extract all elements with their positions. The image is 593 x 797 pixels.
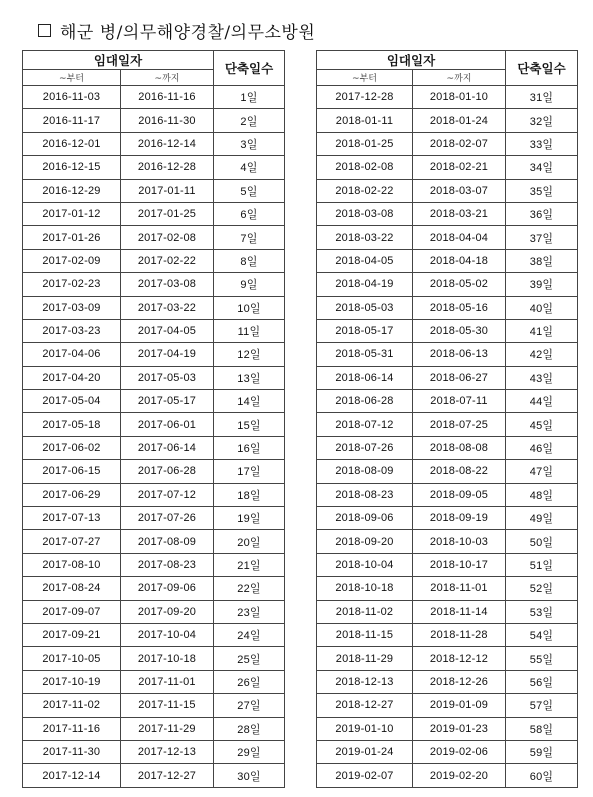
- reduction-days-cell: 4일: [214, 156, 285, 179]
- to-date-cell: 2017-01-11: [121, 179, 214, 202]
- from-date-cell: 2017-06-02: [23, 436, 121, 459]
- to-date-cell: 2017-08-23: [121, 553, 214, 576]
- to-date-cell: 2017-10-04: [121, 623, 214, 646]
- to-date-cell: 2017-07-12: [121, 483, 214, 506]
- table-row: [317, 740, 578, 763]
- reduction-days-cell: 34일: [506, 156, 578, 179]
- reduction-days-cell: 17일: [214, 460, 285, 483]
- from-date-cell: 2019-01-24: [317, 740, 413, 763]
- to-date-cell: 2018-09-05: [413, 483, 506, 506]
- from-date-cell: 2016-11-17: [23, 109, 121, 132]
- table-row: [23, 202, 285, 225]
- reduction-days-cell: 29일: [214, 740, 285, 763]
- to-date-cell: 2017-05-17: [121, 390, 214, 413]
- from-date-cell: 2017-09-21: [23, 623, 121, 646]
- reduction-days-cell: 46일: [506, 436, 578, 459]
- table-row: [317, 273, 578, 296]
- to-date-cell: 2018-12-26: [413, 670, 506, 693]
- table-row: [317, 483, 578, 506]
- to-date-cell: 2016-11-16: [121, 86, 214, 109]
- from-date-cell: 2018-12-27: [317, 694, 413, 717]
- reduction-days-cell: 8일: [214, 249, 285, 272]
- reduction-days-cell: 5일: [214, 179, 285, 202]
- checkbox-square-icon: [38, 24, 51, 37]
- reduction-days-cell: 26일: [214, 670, 285, 693]
- from-date-cell: 2018-08-23: [317, 483, 413, 506]
- to-date-cell: 2019-01-09: [413, 694, 506, 717]
- from-header: ~부터: [317, 70, 413, 86]
- reduction-days-cell: 51일: [506, 553, 578, 576]
- to-date-cell: 2017-08-09: [121, 530, 214, 553]
- discharge-table-left: [22, 50, 285, 788]
- reduction-days-cell: 60일: [506, 764, 578, 787]
- from-date-cell: 2018-10-18: [317, 577, 413, 600]
- from-date-cell: 2018-11-02: [317, 600, 413, 623]
- reduction-days-cell: 25일: [214, 647, 285, 670]
- from-date-cell: 2017-10-05: [23, 647, 121, 670]
- from-date-cell: 2017-04-20: [23, 366, 121, 389]
- table-row: [23, 109, 285, 132]
- from-date-cell: 2018-12-13: [317, 670, 413, 693]
- to-date-cell: 2018-10-17: [413, 553, 506, 576]
- table-row: [23, 483, 285, 506]
- table-row: [23, 249, 285, 272]
- to-date-cell: 2017-11-29: [121, 717, 214, 740]
- table-row: [23, 600, 285, 623]
- to-date-cell: 2019-01-23: [413, 717, 506, 740]
- reduction-days-cell: 59일: [506, 740, 578, 763]
- from-date-cell: 2017-01-12: [23, 202, 121, 225]
- reduction-days-cell: 57일: [506, 694, 578, 717]
- table-row: [317, 647, 578, 670]
- from-date-cell: 2018-10-04: [317, 553, 413, 576]
- from-date-cell: 2017-10-19: [23, 670, 121, 693]
- to-date-cell: 2018-02-07: [413, 132, 506, 155]
- from-date-cell: 2017-12-28: [317, 86, 413, 109]
- reduction-days-cell: 23일: [214, 600, 285, 623]
- from-date-cell: 2017-12-14: [23, 764, 121, 787]
- reduction-days-cell: 28일: [214, 717, 285, 740]
- from-date-cell: 2018-09-20: [317, 530, 413, 553]
- table-row: [23, 366, 285, 389]
- table-row: [23, 740, 285, 763]
- reduction-days-cell: 24일: [214, 623, 285, 646]
- reduction-days-cell: 27일: [214, 694, 285, 717]
- table-row: [317, 202, 578, 225]
- to-date-cell: 2017-03-22: [121, 296, 214, 319]
- from-date-cell: 2018-04-05: [317, 249, 413, 272]
- from-date-cell: 2019-01-10: [317, 717, 413, 740]
- page-title: [38, 18, 315, 42]
- to-date-cell: 2017-06-14: [121, 436, 214, 459]
- table-row: [317, 600, 578, 623]
- table-row: [317, 179, 578, 202]
- reduction-days-cell: 35일: [506, 179, 578, 202]
- from-date-cell: 2017-01-26: [23, 226, 121, 249]
- to-date-cell: 2017-09-06: [121, 577, 214, 600]
- from-date-cell: 2018-03-22: [317, 226, 413, 249]
- from-date-cell: 2017-02-09: [23, 249, 121, 272]
- reduction-days-cell: 32일: [506, 109, 578, 132]
- period-header: 임대일자: [317, 51, 506, 70]
- reduction-days-cell: 44일: [506, 390, 578, 413]
- from-date-cell: 2017-02-23: [23, 273, 121, 296]
- reduction-days-cell: 2일: [214, 109, 285, 132]
- reduction-days-cell: 18일: [214, 483, 285, 506]
- to-date-cell: 2016-11-30: [121, 109, 214, 132]
- table-row: [317, 390, 578, 413]
- from-date-cell: 2018-11-29: [317, 647, 413, 670]
- table-row: [23, 226, 285, 249]
- to-date-cell: 2018-02-21: [413, 156, 506, 179]
- table-row: [317, 764, 578, 787]
- to-date-cell: 2018-04-04: [413, 226, 506, 249]
- table-row: [23, 717, 285, 740]
- table-row: [23, 132, 285, 155]
- table-row: [317, 553, 578, 576]
- reduction-days-cell: 14일: [214, 390, 285, 413]
- to-date-cell: 2018-01-10: [413, 86, 506, 109]
- table-row: [23, 319, 285, 342]
- table-row: [317, 413, 578, 436]
- page-title-text: 해군 병/의무해양경찰/의무소방원: [60, 22, 316, 43]
- to-date-cell: 2018-06-27: [413, 366, 506, 389]
- table-row: [23, 577, 285, 600]
- to-date-cell: 2018-10-03: [413, 530, 506, 553]
- period-header: 임대일자: [23, 51, 214, 70]
- reduction-days-cell: 9일: [214, 273, 285, 296]
- to-date-cell: 2016-12-28: [121, 156, 214, 179]
- reduction-days-cell: 6일: [214, 202, 285, 225]
- table-row: [23, 156, 285, 179]
- reduction-days-cell: 52일: [506, 577, 578, 600]
- from-date-cell: 2018-01-25: [317, 132, 413, 155]
- reduction-days-cell: 50일: [506, 530, 578, 553]
- reduction-days-cell: 39일: [506, 273, 578, 296]
- table-row: [317, 319, 578, 342]
- from-date-cell: 2017-11-16: [23, 717, 121, 740]
- to-date-cell: 2018-09-19: [413, 507, 506, 530]
- reduction-days-cell: 19일: [214, 507, 285, 530]
- reduction-days-cell: 7일: [214, 226, 285, 249]
- to-header: ~까지: [413, 70, 506, 86]
- days-header: 단축일수: [214, 51, 285, 86]
- from-date-cell: 2018-05-03: [317, 296, 413, 319]
- to-date-cell: 2017-02-08: [121, 226, 214, 249]
- from-date-cell: 2018-01-11: [317, 109, 413, 132]
- table-row: [317, 436, 578, 459]
- to-date-cell: 2017-06-01: [121, 413, 214, 436]
- reduction-days-cell: 37일: [506, 226, 578, 249]
- table-header-row: [317, 51, 578, 70]
- reduction-days-cell: 16일: [214, 436, 285, 459]
- to-date-cell: 2018-04-18: [413, 249, 506, 272]
- from-date-cell: 2017-11-02: [23, 694, 121, 717]
- from-date-cell: 2017-11-30: [23, 740, 121, 763]
- table-row: [317, 156, 578, 179]
- to-date-cell: 2019-02-06: [413, 740, 506, 763]
- reduction-days-cell: 53일: [506, 600, 578, 623]
- from-date-cell: 2018-07-26: [317, 436, 413, 459]
- table-row: [23, 507, 285, 530]
- days-header: 단축일수: [506, 51, 578, 86]
- table-row: [23, 436, 285, 459]
- to-date-cell: 2017-02-22: [121, 249, 214, 272]
- reduction-days-cell: 56일: [506, 670, 578, 693]
- reduction-days-cell: 38일: [506, 249, 578, 272]
- to-date-cell: 2018-11-14: [413, 600, 506, 623]
- from-date-cell: 2018-03-08: [317, 202, 413, 225]
- from-date-cell: 2017-08-10: [23, 553, 121, 576]
- table-row: [317, 717, 578, 740]
- reduction-days-cell: 11일: [214, 319, 285, 342]
- from-date-cell: 2018-09-06: [317, 507, 413, 530]
- to-date-cell: 2017-07-26: [121, 507, 214, 530]
- table-row: [23, 764, 285, 787]
- reduction-days-cell: 55일: [506, 647, 578, 670]
- table-row: [23, 623, 285, 646]
- table-row: [23, 296, 285, 319]
- to-date-cell: 2017-11-15: [121, 694, 214, 717]
- reduction-days-cell: 54일: [506, 623, 578, 646]
- from-date-cell: 2017-05-18: [23, 413, 121, 436]
- reduction-days-cell: 36일: [506, 202, 578, 225]
- reduction-days-cell: 33일: [506, 132, 578, 155]
- reduction-days-cell: 20일: [214, 530, 285, 553]
- reduction-days-cell: 21일: [214, 553, 285, 576]
- table-row: [23, 179, 285, 202]
- from-date-cell: 2017-05-04: [23, 390, 121, 413]
- from-date-cell: 2019-02-07: [317, 764, 413, 787]
- table-row: [317, 249, 578, 272]
- from-date-cell: 2018-08-09: [317, 460, 413, 483]
- from-date-cell: 2018-04-19: [317, 273, 413, 296]
- from-date-cell: 2017-09-07: [23, 600, 121, 623]
- table-row: [23, 86, 285, 109]
- from-date-cell: 2016-12-01: [23, 132, 121, 155]
- reduction-days-cell: 1일: [214, 86, 285, 109]
- to-date-cell: 2018-05-02: [413, 273, 506, 296]
- to-date-cell: 2017-03-08: [121, 273, 214, 296]
- from-date-cell: 2016-11-03: [23, 86, 121, 109]
- from-date-cell: 2017-03-23: [23, 319, 121, 342]
- table-row: [23, 553, 285, 576]
- to-date-cell: 2018-07-25: [413, 413, 506, 436]
- table-row: [23, 670, 285, 693]
- from-date-cell: 2018-07-12: [317, 413, 413, 436]
- table-row: [317, 507, 578, 530]
- to-date-cell: 2019-02-20: [413, 764, 506, 787]
- to-date-cell: 2017-06-28: [121, 460, 214, 483]
- reduction-days-cell: 15일: [214, 413, 285, 436]
- table-row: [317, 86, 578, 109]
- from-date-cell: 2017-06-29: [23, 483, 121, 506]
- to-date-cell: 2017-04-19: [121, 343, 214, 366]
- to-date-cell: 2017-10-18: [121, 647, 214, 670]
- reduction-days-cell: 45일: [506, 413, 578, 436]
- from-date-cell: 2018-11-15: [317, 623, 413, 646]
- from-date-cell: 2018-05-31: [317, 343, 413, 366]
- to-date-cell: 2018-07-11: [413, 390, 506, 413]
- table-row: [23, 413, 285, 436]
- table-row: [317, 577, 578, 600]
- reduction-days-cell: 10일: [214, 296, 285, 319]
- table-body-right: [317, 86, 578, 788]
- table-row: [317, 694, 578, 717]
- table-row: [23, 460, 285, 483]
- discharge-table-right: [316, 50, 578, 788]
- reduction-days-cell: 13일: [214, 366, 285, 389]
- from-date-cell: 2016-12-29: [23, 179, 121, 202]
- from-date-cell: 2017-07-27: [23, 530, 121, 553]
- table-row: [23, 273, 285, 296]
- to-date-cell: 2017-09-20: [121, 600, 214, 623]
- to-date-cell: 2018-05-16: [413, 296, 506, 319]
- table-row: [23, 647, 285, 670]
- to-date-cell: 2018-01-24: [413, 109, 506, 132]
- table-row: [23, 530, 285, 553]
- table-row: [317, 530, 578, 553]
- reduction-days-cell: 30일: [214, 764, 285, 787]
- to-date-cell: 2017-05-03: [121, 366, 214, 389]
- to-date-cell: 2016-12-14: [121, 132, 214, 155]
- reduction-days-cell: 12일: [214, 343, 285, 366]
- to-date-cell: 2017-11-01: [121, 670, 214, 693]
- table-row: [317, 623, 578, 646]
- to-date-cell: 2017-04-05: [121, 319, 214, 342]
- to-date-cell: 2018-11-28: [413, 623, 506, 646]
- reduction-days-cell: 47일: [506, 460, 578, 483]
- from-date-cell: 2017-03-09: [23, 296, 121, 319]
- to-date-cell: 2017-12-27: [121, 764, 214, 787]
- reduction-days-cell: 41일: [506, 319, 578, 342]
- table-row: [317, 460, 578, 483]
- to-date-cell: 2018-08-08: [413, 436, 506, 459]
- reduction-days-cell: 3일: [214, 132, 285, 155]
- from-date-cell: 2017-04-06: [23, 343, 121, 366]
- to-header: ~까지: [121, 70, 214, 86]
- from-date-cell: 2017-06-15: [23, 460, 121, 483]
- from-header: ~부터: [23, 70, 121, 86]
- reduction-days-cell: 49일: [506, 507, 578, 530]
- to-date-cell: 2018-06-13: [413, 343, 506, 366]
- table-row: [317, 670, 578, 693]
- reduction-days-cell: 31일: [506, 86, 578, 109]
- from-date-cell: 2018-05-17: [317, 319, 413, 342]
- from-date-cell: 2016-12-15: [23, 156, 121, 179]
- to-date-cell: 2018-03-07: [413, 179, 506, 202]
- to-date-cell: 2018-12-12: [413, 647, 506, 670]
- table-row: [317, 226, 578, 249]
- table-row: [23, 390, 285, 413]
- from-date-cell: 2017-08-24: [23, 577, 121, 600]
- table-header-row: [23, 51, 285, 70]
- reduction-days-cell: 48일: [506, 483, 578, 506]
- from-date-cell: 2018-06-28: [317, 390, 413, 413]
- table-row: [317, 366, 578, 389]
- table-row: [317, 343, 578, 366]
- table-body-left: [23, 86, 285, 788]
- reduction-days-cell: 22일: [214, 577, 285, 600]
- to-date-cell: 2017-12-13: [121, 740, 214, 763]
- table-row: [317, 132, 578, 155]
- reduction-days-cell: 58일: [506, 717, 578, 740]
- from-date-cell: 2018-02-22: [317, 179, 413, 202]
- to-date-cell: 2018-05-30: [413, 319, 506, 342]
- to-date-cell: 2017-01-25: [121, 202, 214, 225]
- to-date-cell: 2018-11-01: [413, 577, 506, 600]
- reduction-days-cell: 42일: [506, 343, 578, 366]
- to-date-cell: 2018-08-22: [413, 460, 506, 483]
- table-row: [23, 343, 285, 366]
- reduction-days-cell: 43일: [506, 366, 578, 389]
- from-date-cell: 2018-06-14: [317, 366, 413, 389]
- from-date-cell: 2017-07-13: [23, 507, 121, 530]
- reduction-days-cell: 40일: [506, 296, 578, 319]
- table-row: [23, 694, 285, 717]
- table-row: [317, 296, 578, 319]
- table-row: [317, 109, 578, 132]
- to-date-cell: 2018-03-21: [413, 202, 506, 225]
- from-date-cell: 2018-02-08: [317, 156, 413, 179]
